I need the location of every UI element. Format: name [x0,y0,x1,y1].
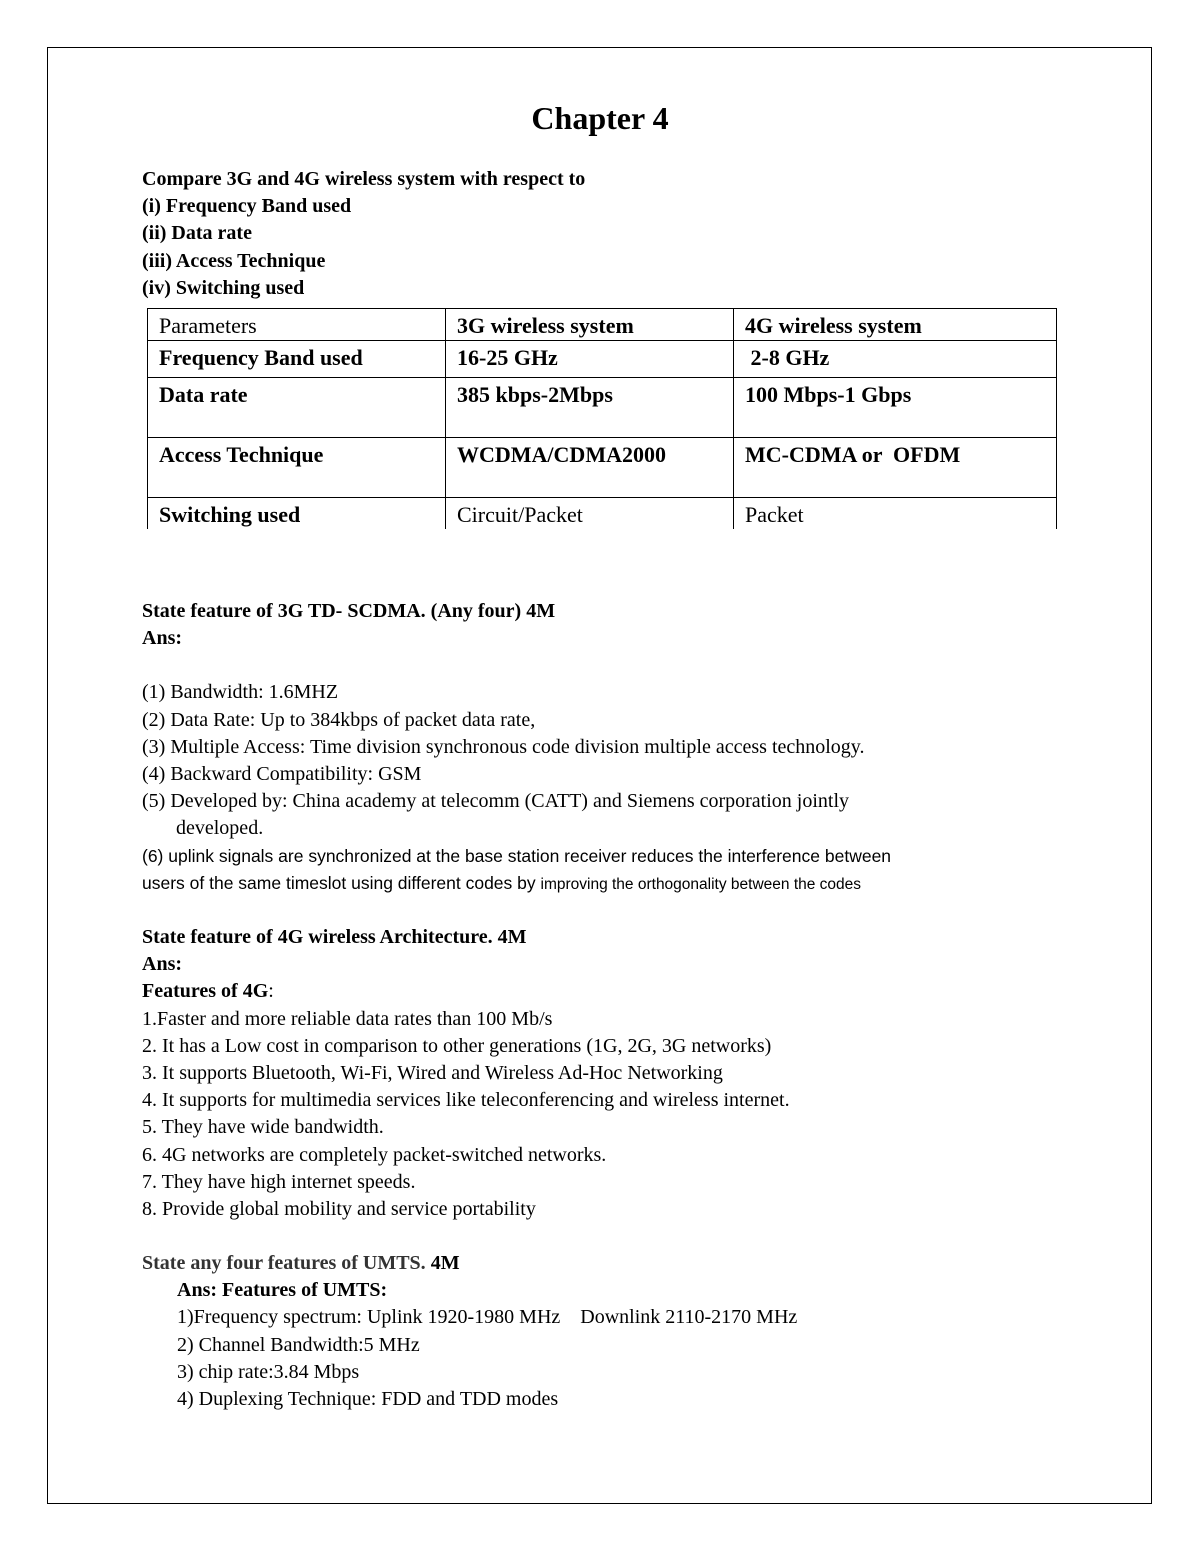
q2-item-6: (6) uplink signals are synchronized at the base station receiver reduces the interference between [142,845,892,866]
q1-item: (iii) Access Technique [142,249,326,272]
q1-question: Compare 3G and 4G wireless system with respect to [142,168,586,190]
q2-ans-label: Ans: [142,627,183,650]
table-header-cell: 4G wireless system [734,309,1057,341]
table-cell: WCDMA/CDMA2000 [446,438,734,498]
question-2 [142,598,1082,898]
question-3 [142,924,1082,1223]
q4-ans-label: Ans: Features of UMTS: [177,1279,388,1302]
table-cell: Access Technique [148,438,446,498]
table-row [148,341,1057,378]
chapter-title: Chapter 4 [531,100,669,136]
table-row [148,498,1057,530]
q4-item: 4) Duplexing Technique: FDD and TDD modes [177,1388,559,1411]
table-header-cell: Parameters [148,309,446,341]
table-cell: 100 Mbps-1 Gbps [734,378,1057,438]
q3-ans-label: Ans: [142,953,183,976]
table-header-row [148,309,1057,341]
table-cell: Data rate [148,378,446,438]
q2-item: (5) Developed by: China academy at telecomm (CATT) and Siemens corporation jointly [142,790,850,813]
q3-item: 6. 4G networks are completely packet-switched networks. [142,1143,607,1166]
q2-item: (4) Backward Compatibility: GSM [142,763,422,786]
q4-item: 2) Channel Bandwidth:5 MHz [177,1333,420,1356]
question-1 [142,166,1082,302]
q3-item: 3. It supports Bluetooth, Wi-Fi, Wired and Wireless Ad-Hoc Networking [142,1062,723,1085]
q1-item: (i) Frequency Band used [142,195,352,218]
table-cell: Circuit/Packet [446,498,734,530]
table-cell: Switching used [148,498,446,530]
q3-item: 5. They have wide bandwidth. [142,1116,384,1139]
q4-question: State any four features of UMTS. 4M [142,1252,460,1274]
q2-item-6-continued: users of the same timeslot using different codes by improving the orthogonality between the codes [142,872,862,893]
q2-item-continuation: developed. [176,817,264,840]
q4-item: 3) chip rate:3.84 Mbps [177,1360,360,1383]
table-row [148,378,1057,438]
q1-item: (iv) Switching used [142,276,305,299]
comparison-table [147,308,1057,529]
q2-item: (2) Data Rate: Up to 384kbps of packet data rate, [142,708,536,731]
q3-features-heading: Features of 4G: [142,980,274,1003]
q3-item: 7. They have high internet speeds. [142,1170,416,1193]
table-cell: Packet [734,498,1057,530]
q3-item: 4. It supports for multimedia services like teleconferencing and wireless internet. [142,1089,790,1112]
table-row [148,438,1057,498]
q4-item: 1)Frequency spectrum: Uplink 1920-1980 MHz Downlink 2110-2170 MHz [177,1306,798,1329]
table-header-cell: 3G wireless system [446,309,734,341]
table-cell: Frequency Band used [148,341,446,378]
q2-question: State feature of 3G TD- SCDMA. (Any four) 4M [142,600,556,622]
table-cell: 16-25 GHz [446,341,734,378]
question-4 [142,1250,1082,1413]
q2-item: (3) Multiple Access: Time division synchronous code division multiple access technology. [142,735,865,758]
q1-item: (ii) Data rate [142,222,252,245]
q3-item: 2. It has a Low cost in comparison to other generations (1G, 2G, 3G networks) [142,1034,772,1057]
table-cell: MC-CDMA or OFDM [734,438,1057,498]
q2-item: (1) Bandwidth: 1.6MHZ [142,681,339,704]
q3-item: 8. Provide global mobility and service portability [142,1198,536,1221]
table-cell: 2-8 GHz [734,341,1057,378]
q3-item: 1.Faster and more reliable data rates than 100 Mb/s [142,1007,553,1030]
q3-question: State feature of 4G wireless Architecture. 4M [142,926,527,948]
table-cell: 385 kbps-2Mbps [446,378,734,438]
